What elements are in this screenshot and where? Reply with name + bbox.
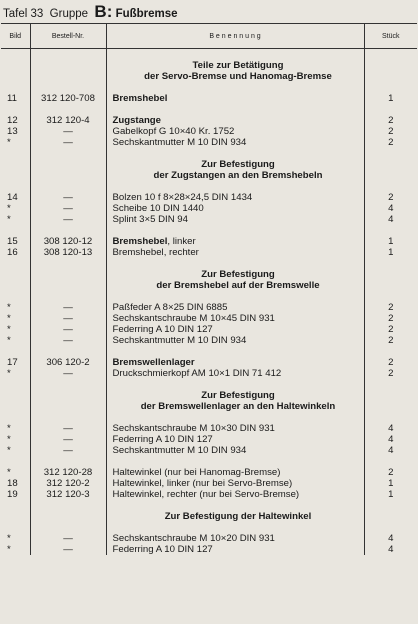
bild-cell: * [1, 324, 30, 335]
bestell-nr-cell: — [30, 368, 106, 379]
bild-cell: * [1, 445, 30, 456]
bild-cell: 19 [1, 489, 30, 500]
benennung-cell: Sechskantschraube M 10×20 DIN 931 [106, 533, 364, 544]
benennung-cell: Splint 3×5 DIN 94 [106, 214, 364, 225]
section-heading: der Bremswellenlager an den Haltewinkeln [106, 401, 364, 412]
benennung-cell: Sechskantmutter M 10 DIN 934 [106, 335, 364, 346]
stueck-cell: 1 [388, 236, 394, 247]
section-heading: Zur Befestigung [106, 269, 364, 280]
section-heading-row [1, 159, 417, 170]
benennung-cell: Haltewinkel, linker (nur bei Servo-Bremse) [106, 478, 364, 489]
table-row [1, 368, 417, 379]
bild-cell: * [1, 313, 30, 324]
table-row [1, 203, 417, 214]
bestell-nr-cell: — [30, 214, 106, 225]
bild-cell: * [1, 544, 30, 555]
bild-cell: 12 [1, 115, 30, 126]
section-heading-row [1, 390, 417, 401]
spacer-row [1, 412, 417, 423]
section-heading-row [1, 280, 417, 291]
stueck-cell: 4 [388, 203, 394, 214]
stueck-cell: 4 [388, 445, 394, 456]
spacer-row [1, 258, 417, 269]
benennung-cell: Haltewinkel, rechter (nur bei Servo-Bremse) [106, 489, 364, 500]
bestell-nr-cell: 312 120-708 [30, 93, 106, 104]
gruppe-label: Gruppe [49, 8, 89, 20]
stueck-cell: 1 [388, 478, 394, 489]
benennung-cell: Federring A 10 DIN 127 [106, 434, 364, 445]
section-heading: der Zugstangen an den Bremshebeln [106, 170, 364, 181]
benennung-cell: Bolzen 10 f 8×28×24,5 DIN 1434 [106, 192, 364, 203]
bestell-nr-cell: 306 120-2 [30, 357, 106, 368]
benennung-cell: Druckschmierkopf AM 10×1 DIN 71 412 [106, 368, 364, 379]
bild-cell: * [1, 203, 30, 214]
bestell-nr-cell: — [30, 533, 106, 544]
bestell-nr-cell: 312 120-3 [30, 489, 106, 500]
table-row [1, 544, 417, 555]
col-header-bild: Bild [1, 24, 30, 49]
table-row [1, 467, 417, 478]
benennung-cell: Sechskantmutter M 10 DIN 934 [106, 445, 364, 456]
benennung-cell: Bremshebel, linker [106, 236, 364, 247]
table-row [1, 137, 417, 148]
table-row [1, 478, 417, 489]
bestell-nr-cell: 308 120-12 [30, 236, 106, 247]
spacer-row [1, 379, 417, 390]
stueck-cell: 2 [388, 126, 394, 137]
bestell-nr-cell: — [30, 335, 106, 346]
parts-table-body [1, 49, 417, 556]
bild-cell: 18 [1, 478, 30, 489]
benennung-cell: Sechskantschraube M 10×30 DIN 931 [106, 423, 364, 434]
bestell-nr-cell: — [30, 203, 106, 214]
bestell-nr-cell: — [30, 324, 106, 335]
bestell-nr-cell: 312 120-28 [30, 467, 106, 478]
section-heading-row [1, 401, 417, 412]
stueck-cell: 2 [388, 357, 394, 368]
bestell-nr-cell: — [30, 137, 106, 148]
table-row [1, 115, 417, 126]
table-row [1, 126, 417, 137]
benennung-cell: Sechskantschraube M 10×45 DIN 931 [106, 313, 364, 324]
spacer-row [1, 148, 417, 159]
benennung-cell: Federring A 10 DIN 127 [106, 324, 364, 335]
section-heading-row [1, 269, 417, 280]
section-heading: Teile zur Betätigung [106, 60, 364, 71]
spacer-row [1, 456, 417, 467]
col-header-bestell: Bestell-Nr. [30, 24, 106, 49]
stueck-cell: 1 [388, 93, 394, 104]
col-header-stueck: Stück [364, 24, 417, 49]
stueck-cell: 2 [388, 324, 394, 335]
bestell-nr-cell: — [30, 126, 106, 137]
section-heading-row [1, 170, 417, 181]
spacer-row [1, 500, 417, 511]
section-heading: Zur Befestigung [106, 159, 364, 170]
section-heading: der Bremshebel auf der Bremswelle [106, 280, 364, 291]
stueck-cell: 4 [388, 434, 394, 445]
table-row [1, 192, 417, 203]
benennung-cell: Bremswellenlager [106, 357, 364, 368]
table-row [1, 445, 417, 456]
bild-cell: * [1, 302, 30, 313]
stueck-cell: 2 [388, 368, 394, 379]
bild-cell: * [1, 335, 30, 346]
benennung-cell: Gabelkopf G 10×40 Kr. 1752 [106, 126, 364, 137]
stueck-cell: 1 [388, 247, 394, 258]
col-header-benennung: B e n e n n u n g [106, 24, 364, 49]
bestell-nr-cell: 308 120-13 [30, 247, 106, 258]
tafel-label: Tafel 33 [3, 8, 44, 20]
bild-cell: * [1, 533, 30, 544]
table-row [1, 313, 417, 324]
bild-cell: 14 [1, 192, 30, 203]
benennung-cell: Sechskantmutter M 10 DIN 934 [106, 137, 364, 148]
stueck-cell: 2 [388, 137, 394, 148]
section-heading: Zur Befestigung der Haltewinkel [106, 511, 364, 522]
spacer-row [1, 49, 417, 61]
bild-cell: 16 [1, 247, 30, 258]
stueck-cell: 4 [388, 423, 394, 434]
spacer-row [1, 181, 417, 192]
page-header [3, 2, 178, 22]
bestell-nr-cell: 312 120-2 [30, 478, 106, 489]
bild-cell: * [1, 467, 30, 478]
bild-cell: 13 [1, 126, 30, 137]
bestell-nr-cell: — [30, 544, 106, 555]
bestell-nr-cell: — [30, 302, 106, 313]
stueck-cell: 2 [388, 302, 394, 313]
table-row [1, 489, 417, 500]
benennung-cell: Bremshebel, rechter [106, 247, 364, 258]
bild-cell: * [1, 368, 30, 379]
group-title: Fußbremse [115, 8, 178, 20]
stueck-cell: 2 [388, 335, 394, 346]
spacer-row [1, 225, 417, 236]
stueck-cell: 2 [388, 115, 394, 126]
table-row [1, 533, 417, 544]
bestell-nr-cell: — [30, 192, 106, 203]
section-heading-row [1, 60, 417, 71]
table-row [1, 423, 417, 434]
table-row [1, 434, 417, 445]
group-letter: B: [94, 2, 113, 21]
bestell-nr-cell: — [30, 445, 106, 456]
bestell-nr-cell: — [30, 313, 106, 324]
section-heading-row [1, 71, 417, 82]
spacer-row [1, 104, 417, 115]
bild-cell: * [1, 214, 30, 225]
section-heading: der Servo-Bremse und Hanomag-Bremse [106, 71, 364, 82]
bild-cell: 15 [1, 236, 30, 247]
spacer-row [1, 291, 417, 302]
bild-cell: 17 [1, 357, 30, 368]
table-row [1, 93, 417, 104]
spacer-row [1, 346, 417, 357]
bild-cell: * [1, 423, 30, 434]
stueck-cell: 4 [388, 533, 394, 544]
table-header-row [1, 24, 417, 49]
bestell-nr-cell: — [30, 434, 106, 445]
benennung-cell: Federring A 10 DIN 127 [106, 544, 364, 555]
spacer-row [1, 82, 417, 93]
benennung-cell: Scheibe 10 DIN 1440 [106, 203, 364, 214]
benennung-cell: Paßfeder A 8×25 DIN 6885 [106, 302, 364, 313]
table-row [1, 324, 417, 335]
benennung-cell: Bremshebel [106, 93, 364, 104]
bild-cell: * [1, 137, 30, 148]
benennung-cell: Haltewinkel (nur bei Hanomag-Bremse) [106, 467, 364, 478]
table-row [1, 335, 417, 346]
table-row [1, 357, 417, 368]
stueck-cell: 2 [388, 313, 394, 324]
bild-cell: * [1, 434, 30, 445]
table-row [1, 302, 417, 313]
table-row [1, 236, 417, 247]
bild-cell: 11 [1, 93, 30, 104]
stueck-cell: 2 [388, 192, 394, 203]
section-heading: Zur Befestigung [106, 390, 364, 401]
table-row [1, 214, 417, 225]
stueck-cell: 4 [388, 544, 394, 555]
stueck-cell: 1 [388, 489, 394, 500]
section-heading-row [1, 511, 417, 522]
stueck-cell: 2 [388, 467, 394, 478]
bestell-nr-cell: 312 120-4 [30, 115, 106, 126]
bestell-nr-cell: — [30, 423, 106, 434]
spacer-row [1, 522, 417, 533]
parts-table [1, 23, 417, 555]
table-row [1, 247, 417, 258]
benennung-cell: Zugstange [106, 115, 364, 126]
stueck-cell: 4 [388, 214, 394, 225]
